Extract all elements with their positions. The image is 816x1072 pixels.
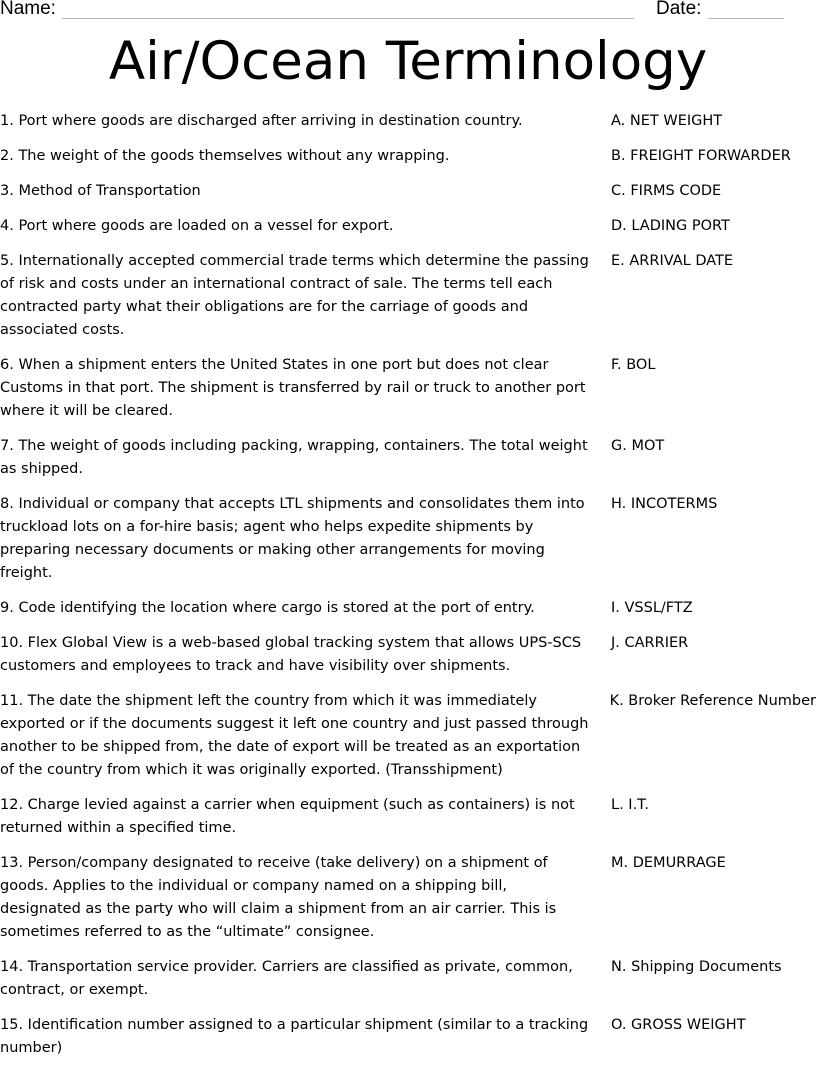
answer-option: H. INCOTERMS [611,496,718,512]
matching-row [0,690,816,782]
matching-row [0,632,816,678]
clue-text: 9. Code identifying the location where cargo is stored at the port of entry. [0,600,535,616]
answer-option: D. LADING PORT [611,218,730,234]
clue-text: 1. Port where goods are discharged after arriving in destination country. [0,113,523,129]
name-blank-line[interactable] [62,18,634,19]
answer-option: F. BOL [611,357,656,373]
clue-text: 13. Person/company designated to receive (take delivery) on a shipment of goods. Applies to the individual or company named on a shipping bill, designated as the party who will claim a shipment from an air carrier. This is sometimes referred to as the “ultimate” consignee. [0,855,557,940]
clue-text: 12. Charge levied against a carrier when equipment (such as containers) is not returned within a specified time. [0,797,575,836]
matching-row [0,1014,816,1060]
answer-option: N. Shipping Documents [611,959,782,975]
clue-text: 3. Method of Transportation [0,183,201,199]
answer-option: K. Broker Reference Number [609,693,816,709]
matching-row [0,956,816,1002]
matching-row [0,597,816,620]
clue-text: 6. When a shipment enters the United States in one port but does not clear Customs in that port. The shipment is transferred by rail or truck to another port where it will be cleared. [0,357,586,419]
date-blank-line[interactable] [708,18,784,19]
matching-row [0,794,816,840]
matching-row [0,250,816,342]
answer-option: O. GROSS WEIGHT [611,1017,746,1033]
matching-row [0,145,816,168]
page-title: Air/Ocean Terminology [108,31,708,92]
clue-text: 5. Internationally accepted commercial trade terms which determine the passing of risk and costs under an international contract of sale. The terms tell each contracted party what their obligations are for the carriage of goods and associated costs. [0,253,589,338]
matching-row [0,215,816,238]
clue-text: 7. The weight of goods including packing, wrapping, containers. The total weight as shipped. [0,438,588,477]
matching-list [0,110,816,1072]
matching-row [0,110,816,133]
clue-text: 11. The date the shipment left the country from which it was immediately exported or if the documents suggest it left one country and just passed through another to be shipped from, the date of export will be treated as an exportation of the country from which it was originally exported. (Transshipment) [0,693,589,778]
answer-option: G. MOT [611,438,665,454]
clue-text: 2. The weight of the goods themselves without any wrapping. [0,148,450,164]
clue-text: 15. Identification number assigned to a particular shipment (similar to a tracking number) [0,1017,589,1056]
date-label: Date: [656,0,702,19]
matching-row [0,435,816,481]
answer-option: I. VSSL/FTZ [611,600,693,616]
answer-option: E. ARRIVAL DATE [611,253,734,269]
answer-option: A. NET WEIGHT [611,113,723,129]
clue-text: 4. Port where goods are loaded on a vessel for export. [0,218,394,234]
clue-text: 8. Individual or company that accepts LTL shipments and consolidates them into truckload lots on a for-hire basis; agent who helps expedite shipments by preparing necessary documents or making other arrangements for moving freight. [0,496,585,581]
clue-text: 14. Transportation service provider. Carriers are classified as private, common, contract, or exempt. [0,959,573,998]
worksheet-header [0,0,816,24]
matching-row [0,354,816,423]
answer-option: M. DEMURRAGE [611,855,726,871]
answer-option: L. I.T. [611,797,649,813]
answer-option: C. FIRMS CODE [611,183,722,199]
clue-text: 10. Flex Global View is a web-based global tracking system that allows UPS-SCS customers and employees to track and have visibility over shipments. [0,635,582,674]
matching-row [0,852,816,944]
name-label: Name: [0,0,56,19]
matching-row [0,180,816,203]
matching-row [0,493,816,585]
answer-option: B. FREIGHT FORWARDER [611,148,791,164]
answer-option: J. CARRIER [611,635,689,651]
